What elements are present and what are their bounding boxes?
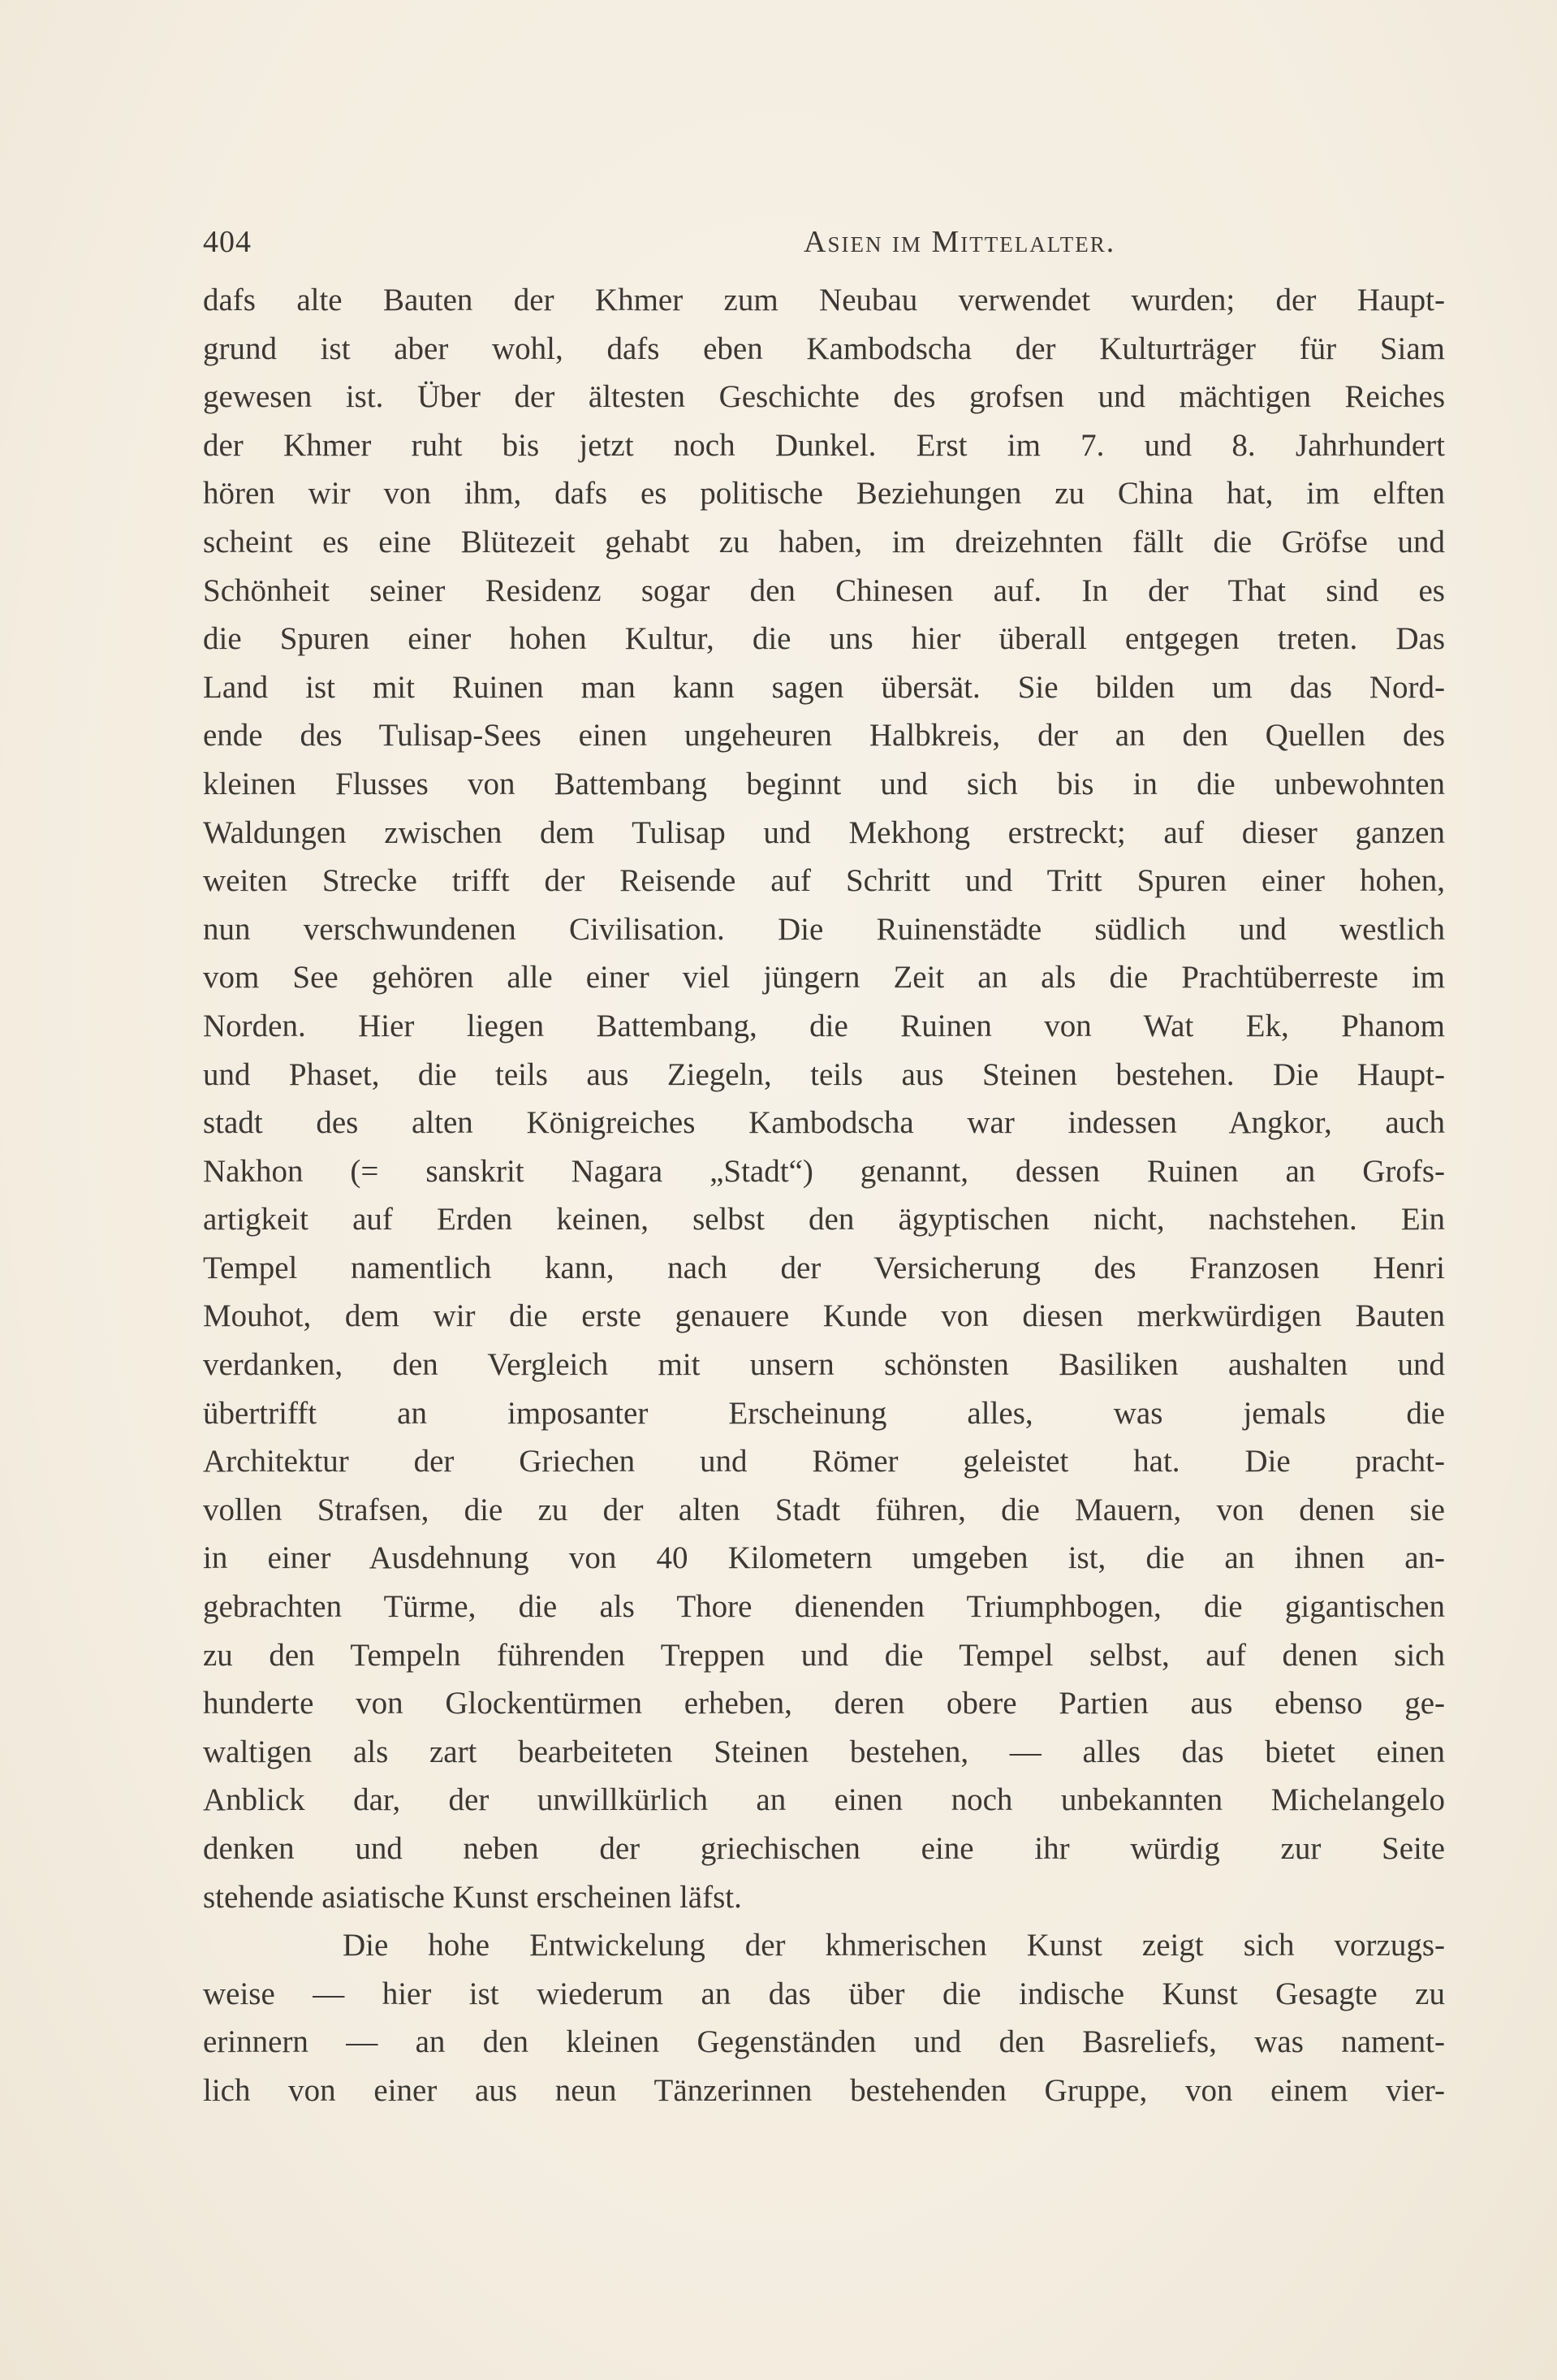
text-line: gebrachten Türme, die als Thore dienenden Triumphbogen, die gigantischen — [203, 1589, 1445, 1625]
text-line: verdanken, den Vergleich mit unsern schönsten Basiliken aushalten und — [203, 1347, 1445, 1383]
text-line: in einer Ausdehnung von 40 Kilometern umgeben ist, die an ihnen an- — [203, 1540, 1445, 1576]
text-line: kleinen Flusses von Battembang beginnt und sich bis in die unbewohnten — [203, 766, 1445, 801]
running-head: Asien im Mittelalter. — [804, 225, 1116, 259]
text-line: lich von einer aus neun Tänzerinnen bestehenden Gruppe, von einem vier- — [203, 2072, 1445, 2108]
text-line: Norden. Hier liegen Battembang, die Ruinen von Wat Ek, Phanom — [203, 1008, 1445, 1043]
text-line: weise — hier ist wiederum an das über die indische Kunst Gesagte zu — [203, 1976, 1445, 2011]
body-text — [203, 276, 1445, 2115]
text-line: Architektur der Griechen und Römer geleistet hat. Die pracht- — [203, 1444, 1445, 1479]
page-header — [203, 224, 1453, 265]
text-line: dafs alte Bauten der Khmer zum Neubau verwendet wurden; der Haupt- — [203, 283, 1445, 317]
text-line: hunderte von Glockentürmen erheben, deren obere Partien aus ebenso ge- — [203, 1686, 1445, 1721]
page-number: 404 — [203, 225, 252, 259]
text-line: gewesen ist. Über der ältesten Geschichte des grofsen und mächtigen Reiches — [203, 379, 1445, 415]
text-line: weiten Strecke trifft der Reisende auf Schritt und Tritt Spuren einer hohen, — [203, 863, 1445, 899]
text-line: grund ist aber wohl, dafs eben Kambodscha der Kulturträger für Siam — [203, 330, 1445, 366]
text-line: nun verschwundenen Civilisation. Die Ruinenstädte südlich und westlich — [203, 911, 1445, 947]
text-line: Tempel namentlich kann, nach der Versicherung des Franzosen Henri — [203, 1250, 1445, 1285]
text-line: Waldungen zwischen dem Tulisap und Mekhong erstreckt; auf dieser ganzen — [203, 814, 1445, 850]
text-line: Schönheit seiner Residenz sogar den Chinesen auf. In der That sind es — [203, 572, 1445, 608]
text-line: stadt des alten Königreiches Kambodscha war indessen Angkor, auch — [203, 1105, 1445, 1141]
text-line: Anblick dar, der unwillkürlich an einen noch unbekannten Michelangelo — [203, 1782, 1445, 1818]
text-line: vollen Strafsen, die zu der alten Stadt führen, die Mauern, von denen sie — [203, 1492, 1445, 1527]
text-line: zu den Tempeln führenden Treppen und die Tempel selbst, auf denen sich — [203, 1637, 1445, 1673]
text-line: waltigen als zart bearbeiteten Steinen bestehen, — alles das bietet einen — [203, 1734, 1445, 1769]
text-line: artigkeit auf Erden keinen, selbst den ägyptischen nicht, nachstehen. Ein — [203, 1202, 1445, 1238]
text-line: scheint es eine Blütezeit gehabt zu haben, im dreizehnten fällt die Gröfse und — [203, 524, 1445, 559]
text-line: Nakhon (= sanskrit Nagara „Stadt“) genannt, dessen Ruinen an Grofs- — [203, 1153, 1445, 1189]
text-line: Die hohe Entwickelung der khmerischen Kunst zeigt sich vorzugs- — [343, 1928, 1445, 1963]
text-line: erinnern — an den kleinen Gegenständen und den Basreliefs, was nament- — [203, 2024, 1445, 2060]
text-line: denken und neben der griechischen eine ihr würdig zur Seite — [203, 1831, 1445, 1866]
text-line: der Khmer ruht bis jetzt noch Dunkel. Erst im 7. und 8. Jahrhundert — [203, 427, 1445, 463]
text-line: und Phaset, die teils aus Ziegeln, teils aus Steinen bestehen. Die Haupt- — [203, 1056, 1445, 1092]
text-line: Mouhot, dem wir die erste genauere Kunde von diesen merkwürdigen Bauten — [203, 1298, 1445, 1334]
text-line: Land ist mit Ruinen man kann sagen übersät. Sie bilden um das Nord- — [203, 669, 1445, 705]
text-line: stehende asiatische Kunst erscheinen läfst. — [203, 1879, 742, 1915]
text-line: hören wir von ihm, dafs es politische Beziehungen zu China hat, im elften — [203, 476, 1445, 512]
text-line: ende des Tulisap-Sees einen ungeheuren Halbkreis, der an den Quellen des — [203, 718, 1445, 754]
text-line: die Spuren einer hohen Kultur, die uns hier überall entgegen treten. Das — [203, 621, 1445, 657]
text-line: vom See gehören alle einer viel jüngern Zeit an als die Prachtüberreste im — [203, 960, 1445, 996]
text-line: übertrifft an imposanter Erscheinung alles, was jemals die — [203, 1395, 1445, 1431]
